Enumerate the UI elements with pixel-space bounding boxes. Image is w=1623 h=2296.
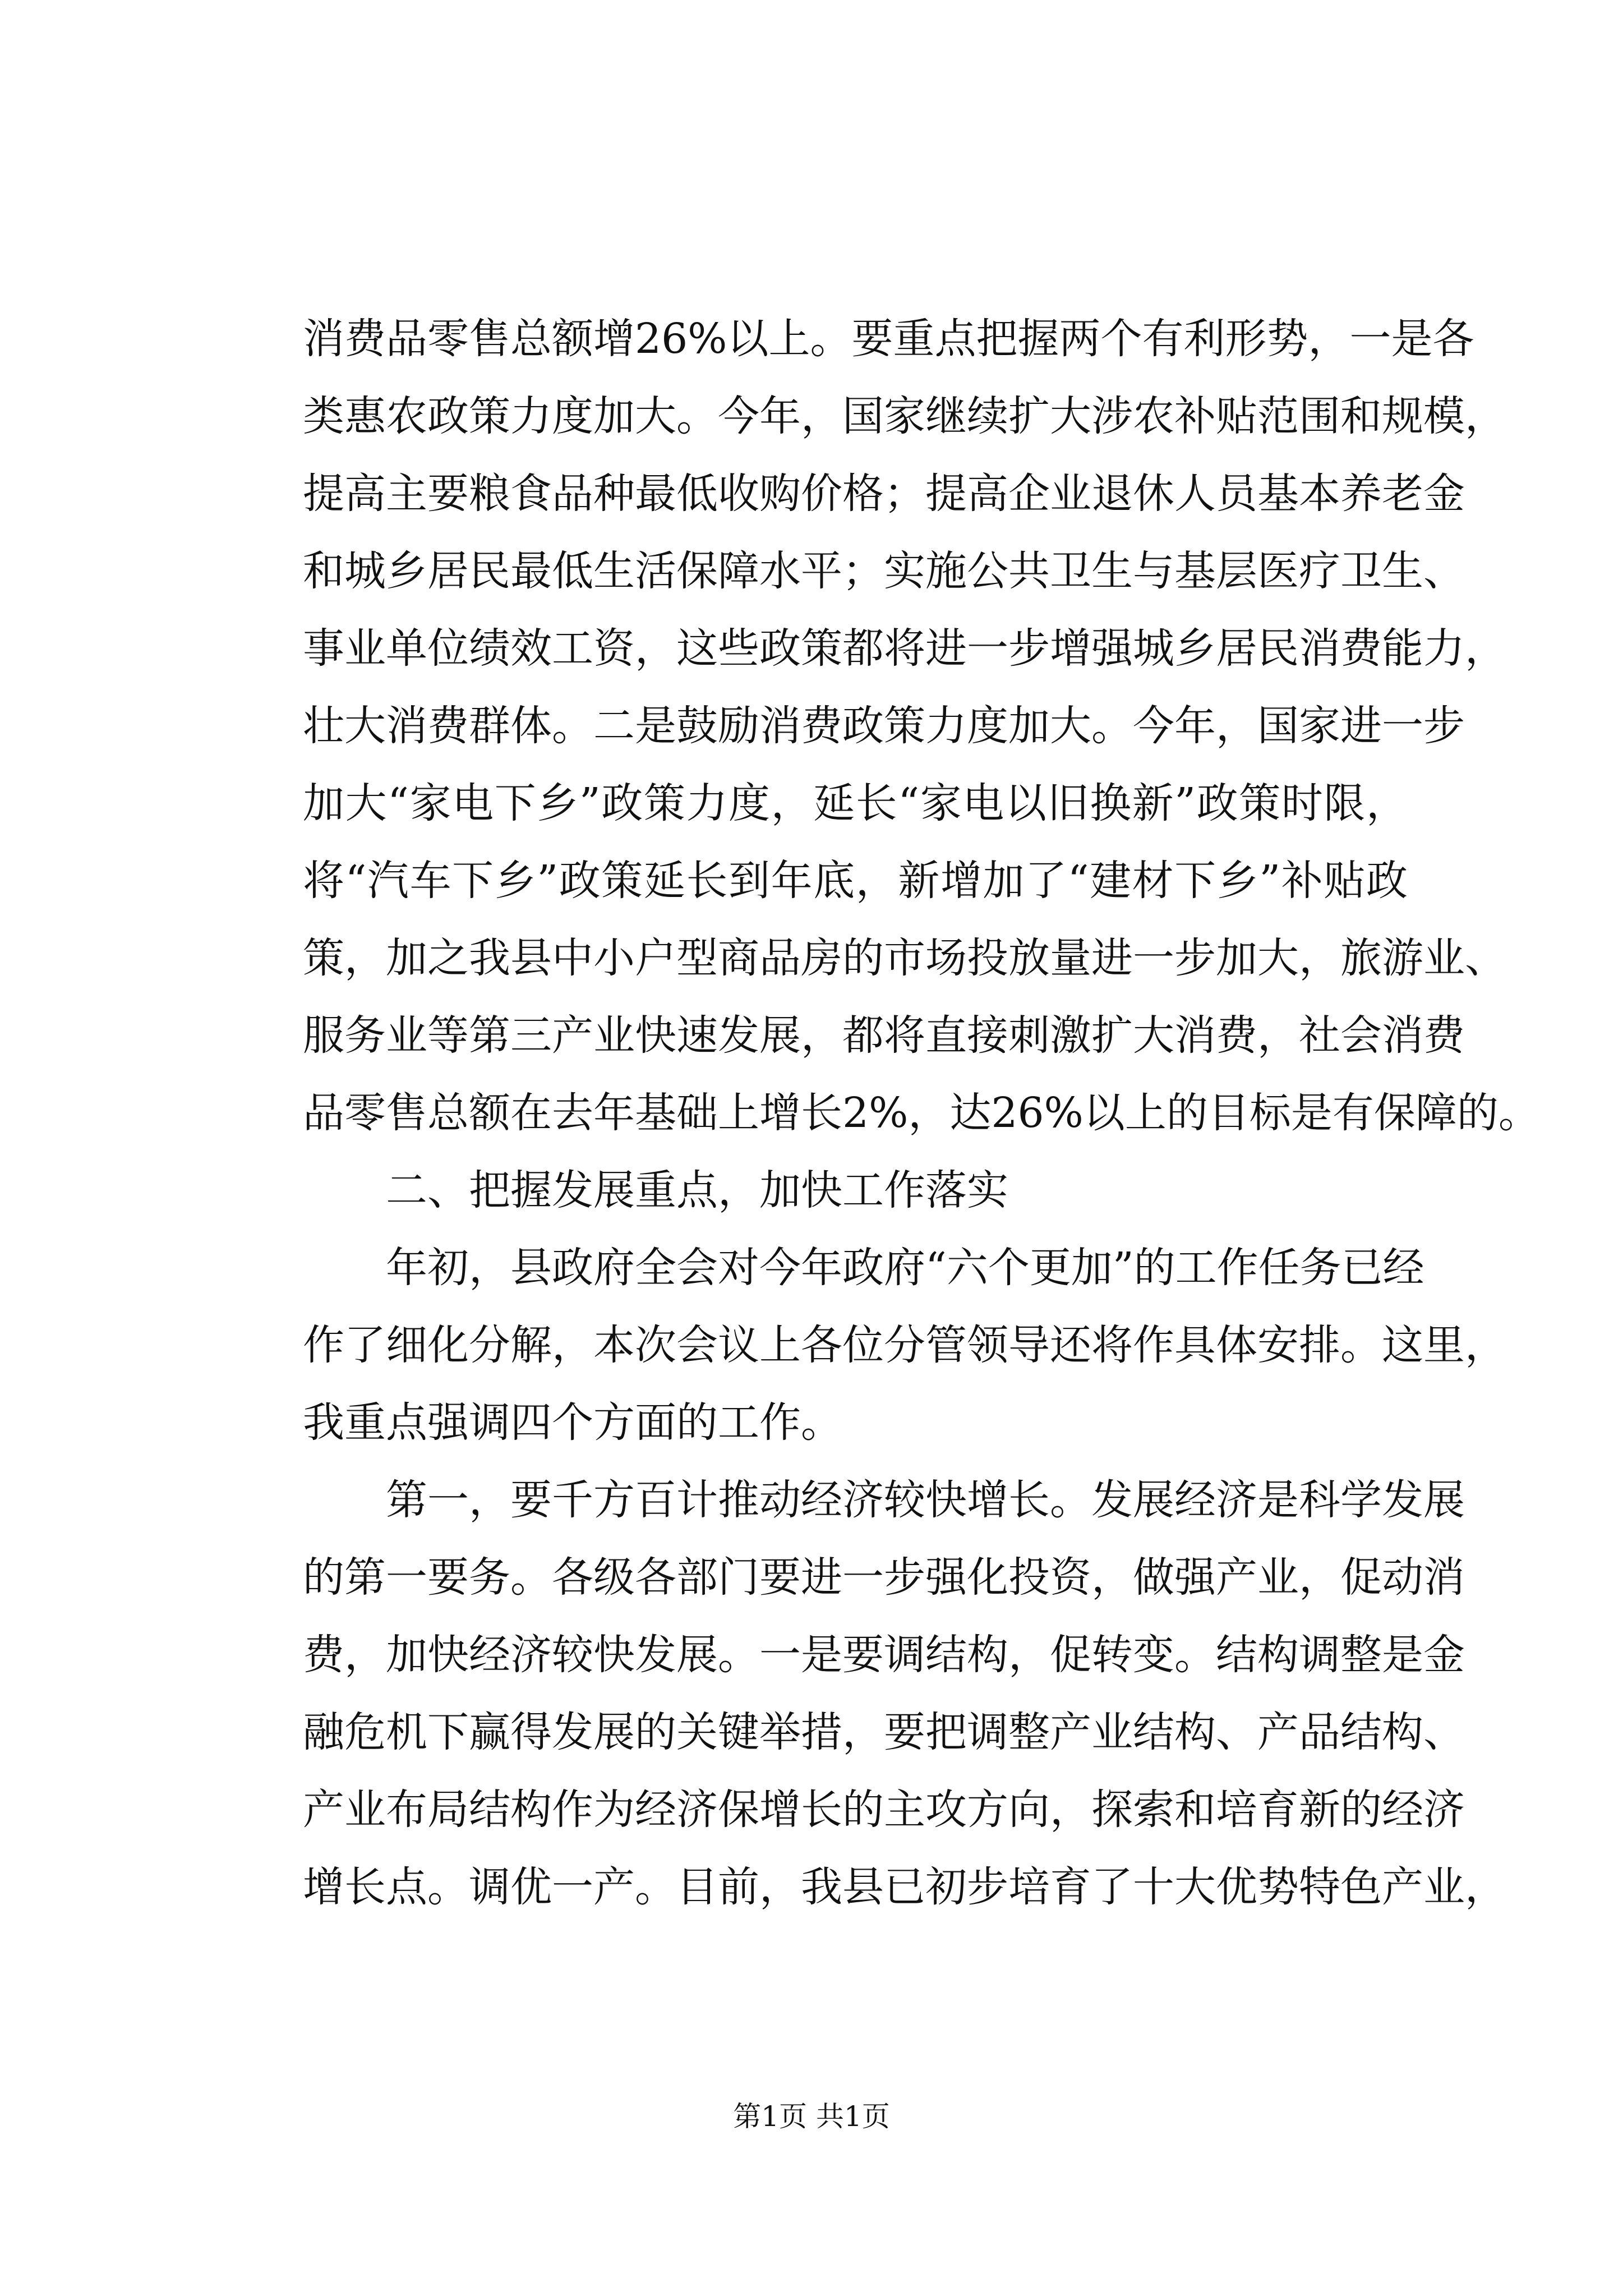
paragraph-3 (303, 1461, 1506, 1926)
text-line: 第一，要千方百计推动经济较快增长。发展经济是科学发展 (386, 1476, 1465, 1524)
text-line: 提高主要粮食品种最低收购价格；提高企业退休人员基本养老金 (303, 470, 1465, 518)
text-line: 事业单位绩效工资，这些政策都将进一步增强城乡居民消费能力， (303, 624, 1506, 673)
paragraph-1 (303, 300, 1540, 1152)
text-line: 产业布局结构作为经济保增长的主攻方向，探索和培育新的经济 (303, 1786, 1465, 1834)
text-line: 壮大消费群体。二是鼓励消费政策力度加大。今年，国家进一步 (303, 702, 1465, 750)
text-line: 策，加之我县中小户型商品房的市场投放量进一步加大，旅游业、 (303, 934, 1506, 982)
text-line: 消费品零售总额增26%以上。要重点把握两个有利形势，一是各 (303, 315, 1474, 363)
text-line: 类惠农政策力度加大。今年，国家继续扩大涉农补贴范围和规模， (303, 392, 1506, 440)
section-heading (303, 1152, 1408, 1229)
heading-text: 二、把握发展重点，加快工作落实 (386, 1166, 1008, 1214)
text-line: 增长点。调优一产。目前，我县已初步培育了十大优势特色产业， (303, 1863, 1506, 1911)
text-line: 和城乡居民最低生活保障水平；实施公共卫生与基层医疗卫生、 (303, 547, 1465, 595)
text-line: 我重点强调四个方面的工作。 (303, 1398, 842, 1447)
text-line: 融危机下赢得发展的关键举措，要把调整产业结构、产品结构、 (303, 1708, 1465, 1756)
text-line: 服务业等第三产业快速发展，都将直接刺激扩大消费，社会消费 (303, 1011, 1465, 1060)
text-line: 费，加快经济较快发展。一是要调结构，促转变。结构调整是金 (303, 1631, 1465, 1679)
body-text (303, 300, 1540, 1926)
page-number: 第1页 共1页 (733, 2100, 890, 2133)
text-line: 的第一要务。各级各部门要进一步强化投资，做强产业，促动消 (303, 1553, 1465, 1602)
text-line: 加大“家电下乡”政策力度，延长“家电以旧换新”政策时限， (303, 779, 1408, 827)
text-line: 品零售总额在去年基础上增长2%，达26%以上的目标是有保障的。 (303, 1089, 1540, 1137)
text-line: 将“汽车下乡”政策延长到年底，新增加了“建材下乡”补贴政 (303, 857, 1408, 905)
page-footer (0, 2097, 1623, 2136)
paragraph-2 (303, 1229, 1506, 1461)
text-line: 作了细化分解，本次会议上各位分管领导还将作具体安排。这里， (303, 1321, 1506, 1369)
text-line: 年初，县政府全会对今年政府“六个更加”的工作任务已经 (386, 1244, 1424, 1292)
